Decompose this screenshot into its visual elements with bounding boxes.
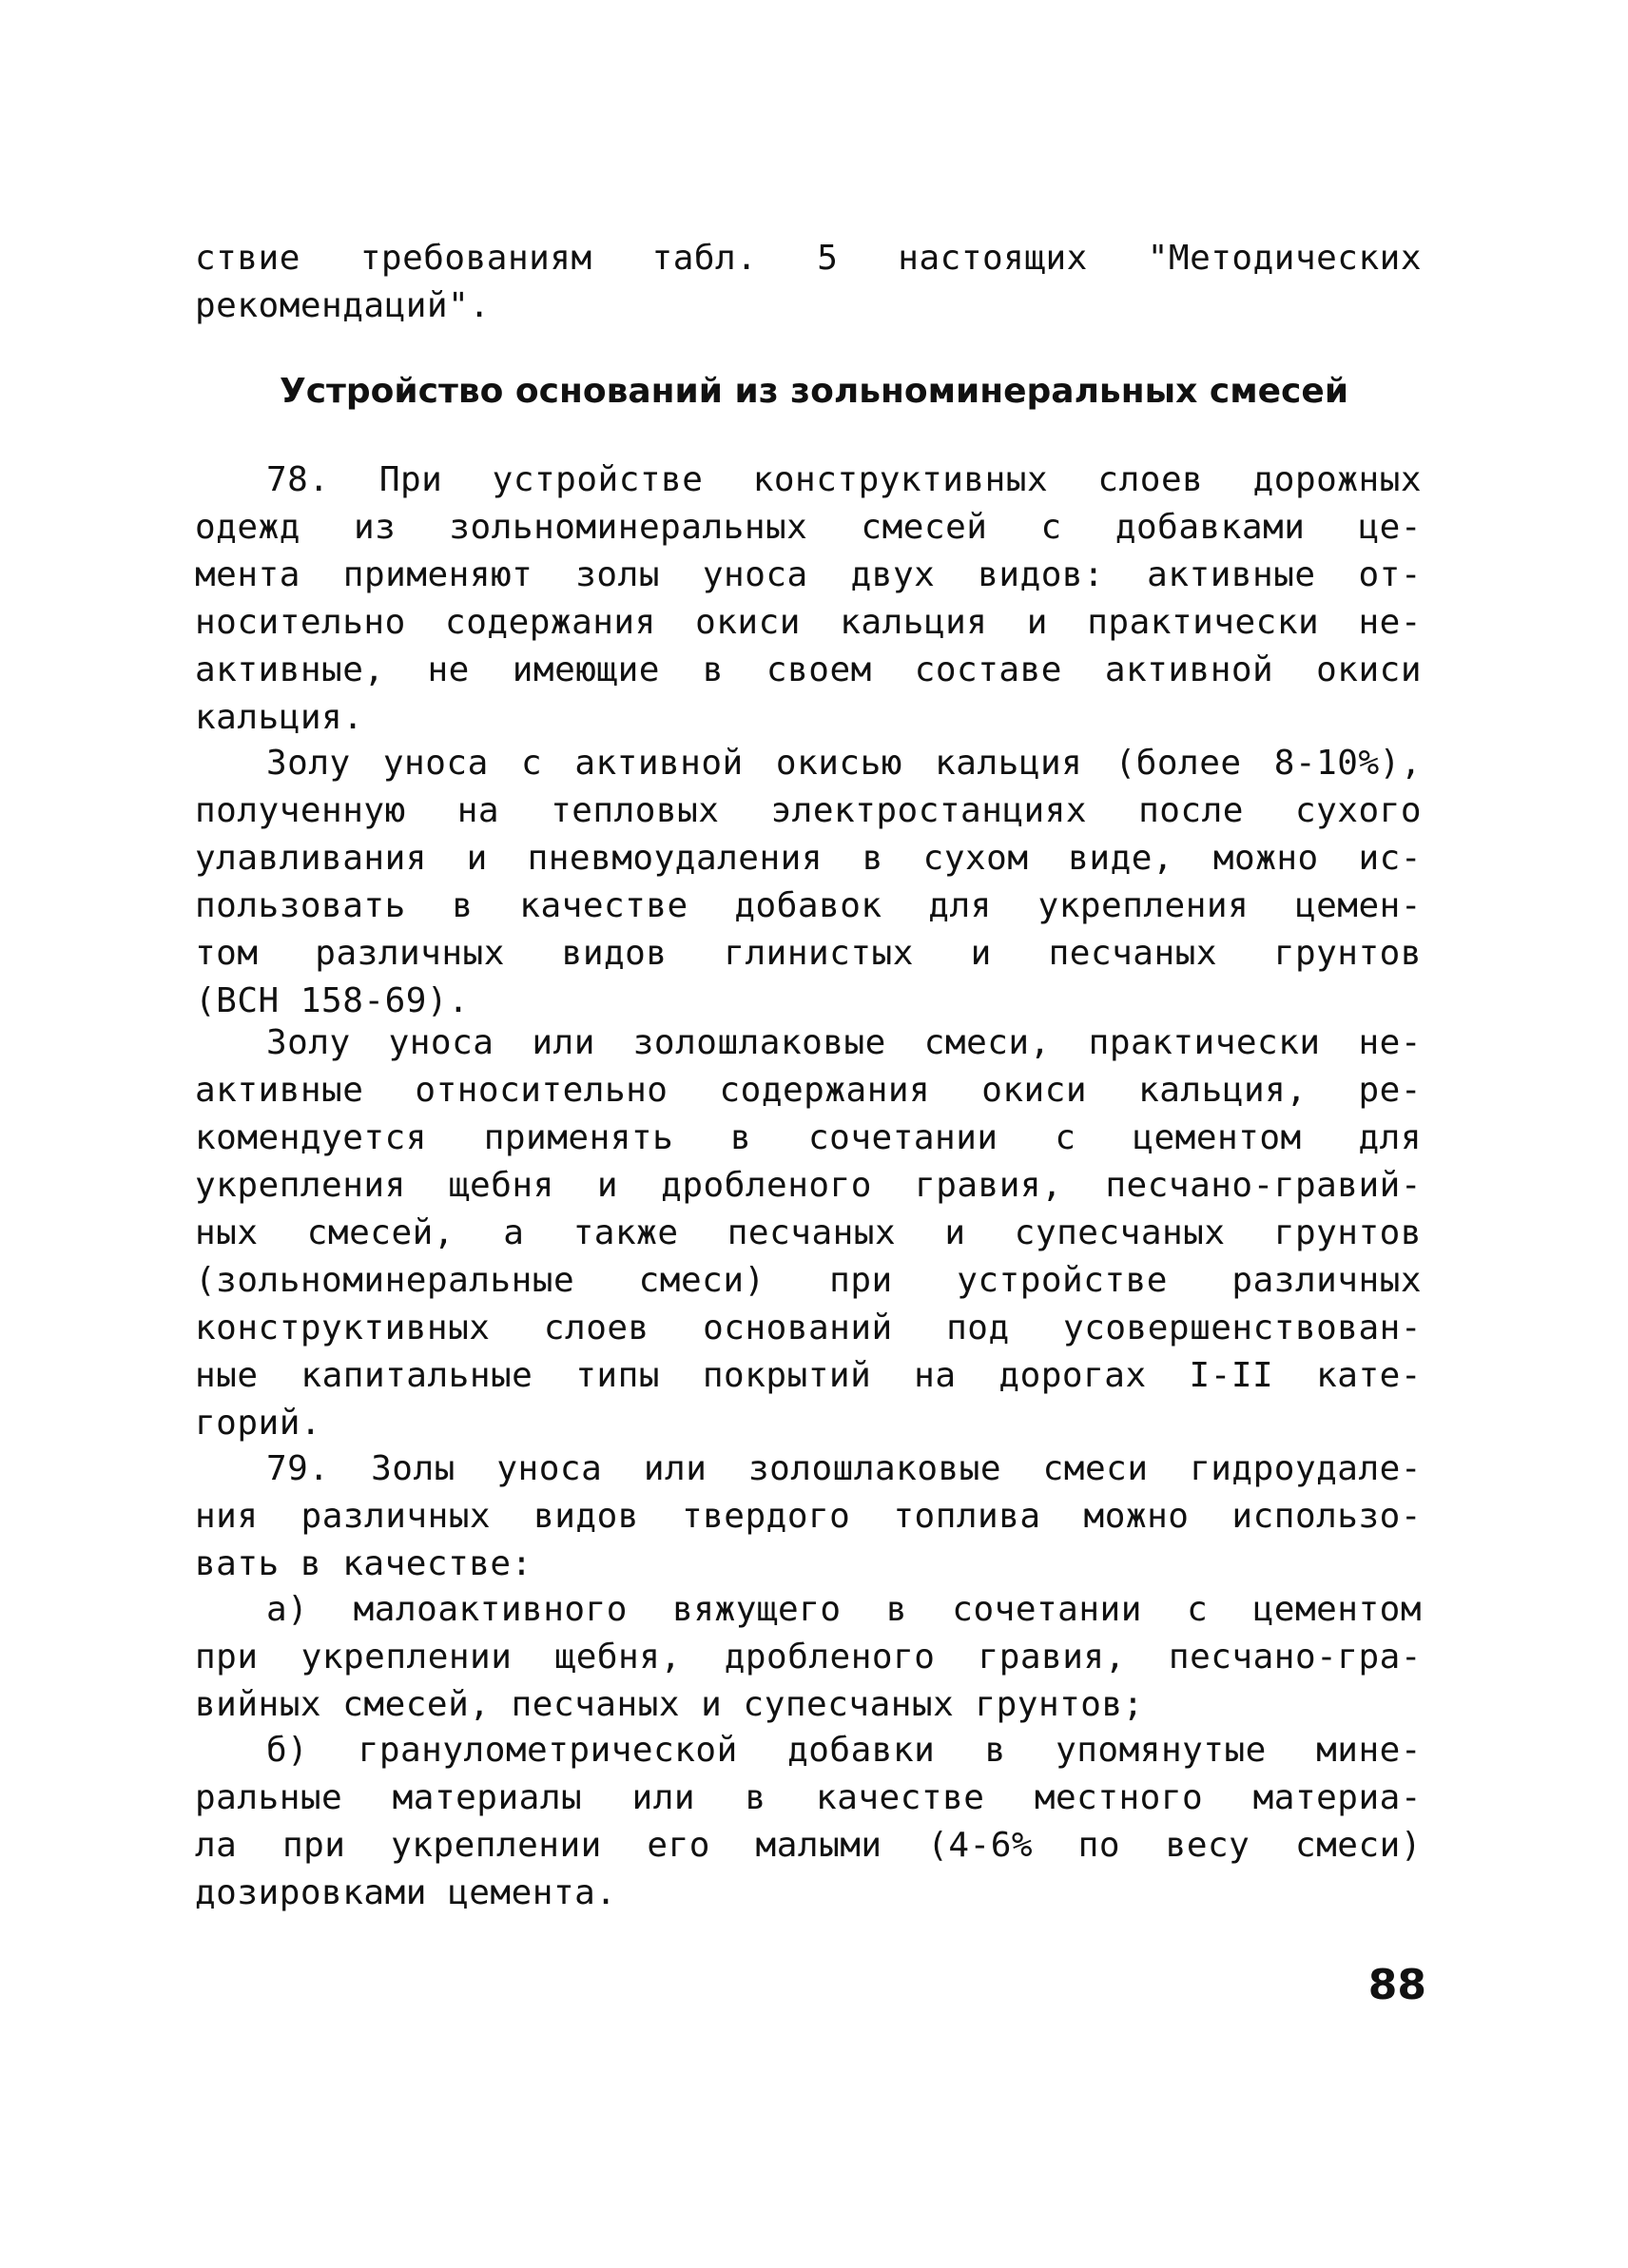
text-line: ральные материалы или в качестве местного материа- [195,1778,1422,1817]
text-line: активные, не имеющие в своем составе активной окиси [195,650,1422,689]
text-line: активные относительно содержания окиси кальция, ре- [195,1071,1422,1110]
text-line: улавливания и пневмоудаления в сухом виде, можно ис- [195,839,1422,878]
text-line: ные капитальные типы покрытий на дорогах I-II кате- [195,1356,1422,1395]
text-line: мента применяют золы уноса двух видов: активные от- [195,555,1422,594]
text-line: дозировками цемента. [195,1873,617,1912]
text-line: том различных видов глинистых и песчаных грунтов [195,934,1422,973]
text-line: ствие требованиям табл. 5 настоящих "Методических [195,239,1422,278]
text-line: (ВСН 158-69). [195,981,470,1020]
list-item-b: б) гранулометрической добавки в упомянутые мине- [266,1731,1422,1770]
text-line: при укреплении щебня, дробленого гравия, песчано-гра- [195,1638,1422,1677]
page-number: 88 [1367,1961,1426,2009]
text-line: вийных смесей, песчаных и супесчаных грунтов; [195,1685,1144,1724]
text-line: рекомендаций". [195,286,491,325]
text-line: (зольноминеральные смеси) при устройстве различных [195,1261,1422,1300]
text-line: ла при укреплении его малыми (4-6% по весу смеси) [195,1826,1422,1865]
text-line: 78. При устройстве конструктивных слоев дорожных [266,460,1422,499]
text-line: полученную на тепловых электростанциях после сухого [195,791,1422,830]
text-line: кальция. [195,698,364,737]
text-line: ния различных видов твердого топлива можно использо- [195,1497,1422,1536]
text-line: носительно содержания окиси кальция и практически не- [195,603,1422,642]
text-line: вать в качестве: [195,1544,533,1583]
text-line: комендуется применять в сочетании с цементом для [195,1118,1422,1157]
text-line: пользовать в качестве добавок для укрепления цемен- [195,886,1422,925]
text-line: Золу уноса или золошлаковые смеси, практически не- [266,1023,1422,1062]
section-heading: Устройство оснований из зольноминеральных смесей [279,372,1349,411]
text-line: одежд из зольноминеральных смесей с добавками це- [195,508,1422,547]
text-line: укрепления щебня и дробленого гравия, песчано-гравий- [195,1166,1422,1205]
text-line: Золу уноса с активной окисью кальция (более 8-10%), [266,744,1422,783]
text-line: конструктивных слоев оснований под усовершенствован- [195,1308,1422,1347]
text-line: горий. [195,1404,322,1443]
text-line: 79. Золы уноса или золошлаковые смеси гидроудале- [266,1449,1422,1488]
list-item-a: а) малоактивного вяжущего в сочетании с цементом [266,1590,1422,1629]
text-line: ных смесей, а также песчаных и супесчаных грунтов [195,1213,1422,1252]
